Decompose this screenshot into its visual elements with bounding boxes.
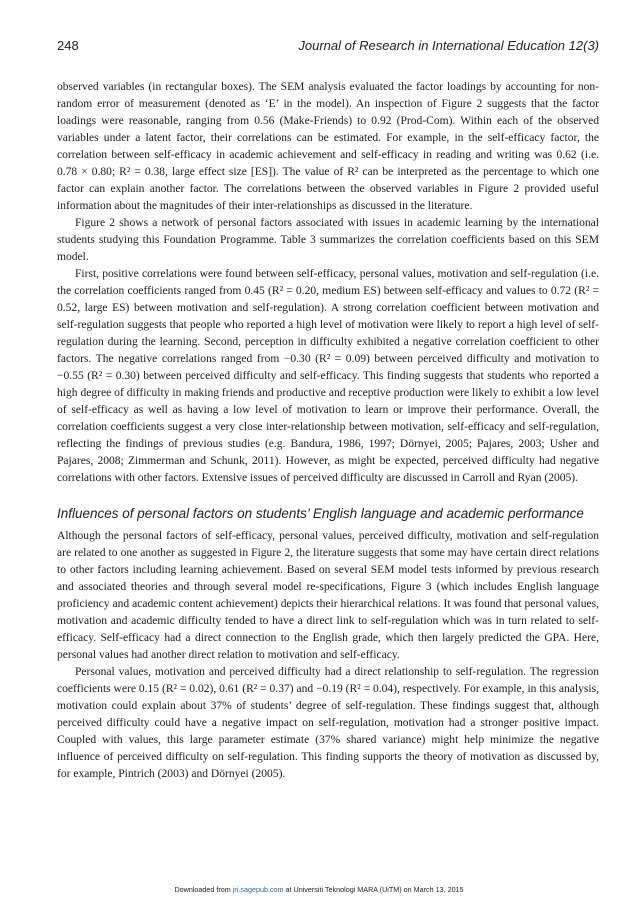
running-header bbox=[57, 38, 599, 53]
paragraph-figure2-network: Figure 2 shows a network of personal factors associated with issues in academic learning by the international students studying this Foundation Programme. Table 3 summarizes the correlation coefficients based on this SEM model. bbox=[57, 217, 599, 263]
page-number: 248 bbox=[57, 38, 79, 53]
download-footer bbox=[0, 885, 638, 894]
footer-suffix: at Universiti Teknologi MARA (UiTM) on March 13, 2015 bbox=[285, 885, 464, 894]
paragraph-sem-analysis: observed variables (in rectangular boxes). The SEM analysis evaluated the factor loadings by accounting for non-random error of measurement (denoted as ‘E’ in the model). An inspection of Figure 2 suggests that the factor loadings were reasonable, ranging from 0.56 (Make-Friends) to 0.92 (Prod-Com). Within each of the observed variables under a latent factor, their correlations can be estimated. For example, in the self-efficacy factor, the correlation between self-efficacy in academic achievement and self-efficacy in reading and writing was 0.62 (i.e. 0.78 × 0.80; R² = 0.38, large effect size [ES]). The value of R² can be interpreted as the percentage to which one factor can explain another factor. The correlations between the observed variables in Figure 2 provided useful information about the magnitudes of their inter-relationships as discussed in the literature. bbox=[57, 81, 599, 212]
paragraph-regression: Personal values, motivation and perceived difficulty had a direct relationship to self-regulation. The regression coefficients were 0.15 (R² = 0.02), 0.61 (R² = 0.37) and −0.19 (R² = 0.04), respectively. For example, in this analysis, motivation could explain about 37% of students’ degree of self-regulation. These findings suggest that, although perceived difficulty could have a negative impact on self-regulation, motivation had a stronger positive impact. Coupled with values, this large parameter estimate (37% shared variance) might help minimize the negative influence of perceived difficulty on self-regulation. This finding supports the theory of motivation as discussed by, for example, Pintrich (2003) and Dörnyei (2005). bbox=[57, 666, 599, 780]
paragraph-personal-factors: Although the personal factors of self-efficacy, personal values, perceived difficulty, motivation and self-regulation are related to one another as suggested in Figure 2, the literature suggests that some may have certain direct relations to other factors including learning achievement. Based on several SEM model tests informed by previous research and associated theories and through several model re-specifications, Figure 3 (which includes English language proficiency and academic content achievement) depicts their hierarchical relations. It was found that personal values, motivation and academic difficulty tended to have a direct link to self-regulation which was in turn related to self-efficacy. Self-efficacy had a direct connection to the English grade, which then largely predicted the GPA. Here, personal values had another direct relation to motivation and self-efficacy. bbox=[57, 530, 599, 661]
section-heading: Influences of personal factors on students’ English language and academic performance bbox=[57, 506, 584, 521]
footer-prefix: Downloaded from bbox=[174, 885, 231, 894]
article-body bbox=[57, 79, 599, 783]
footer-link[interactable]: jri.sagepub.com bbox=[232, 885, 284, 894]
journal-title: Journal of Research in International Education 12(3) bbox=[298, 38, 599, 53]
paragraph-correlations: First, positive correlations were found between self-efficacy, personal values, motivation and self-regulation (i.e. the correlation coefficients ranged from 0.45 (R² = 0.20, medium ES) between self-efficacy and values to 0.72 (R² = 0.52, large ES) between motivation and self-regulation). A strong correlation coefficient between motivation and self-regulation suggests that people who reported a high level of motivation were likely to report a high level of self-regulation during the learning. Second, perception in difficulty exhibited a negative correlation coefficient to other factors. The negative correlations ranged from −0.30 (R² = 0.09) between perceived difficulty and motivation to −0.55 (R² = 0.30) between perceived difficulty and self-efficacy. This finding suggests that students who reported a high degree of difficulty in making friends and productive and receptive production were likely to exhibit a low level of self-efficacy as well as having a low level of motivation to learn or improve their performance. Overall, the correlation coefficients suggest a very close inter-relationship between motivation, self-efficacy and self-regulation, reflecting the findings of previous studies (e.g. Bandura, 1986, 1997; Dörnyei, 2005; Pajares, 2003; Usher and Pajares, 2008; Zimmerman and Schunk, 2011). However, as might be expected, perceived difficulty had negative correlations with other factors. Extensive issues of perceived difficulty are discussed in Carroll and Ryan (2005). bbox=[57, 268, 599, 484]
